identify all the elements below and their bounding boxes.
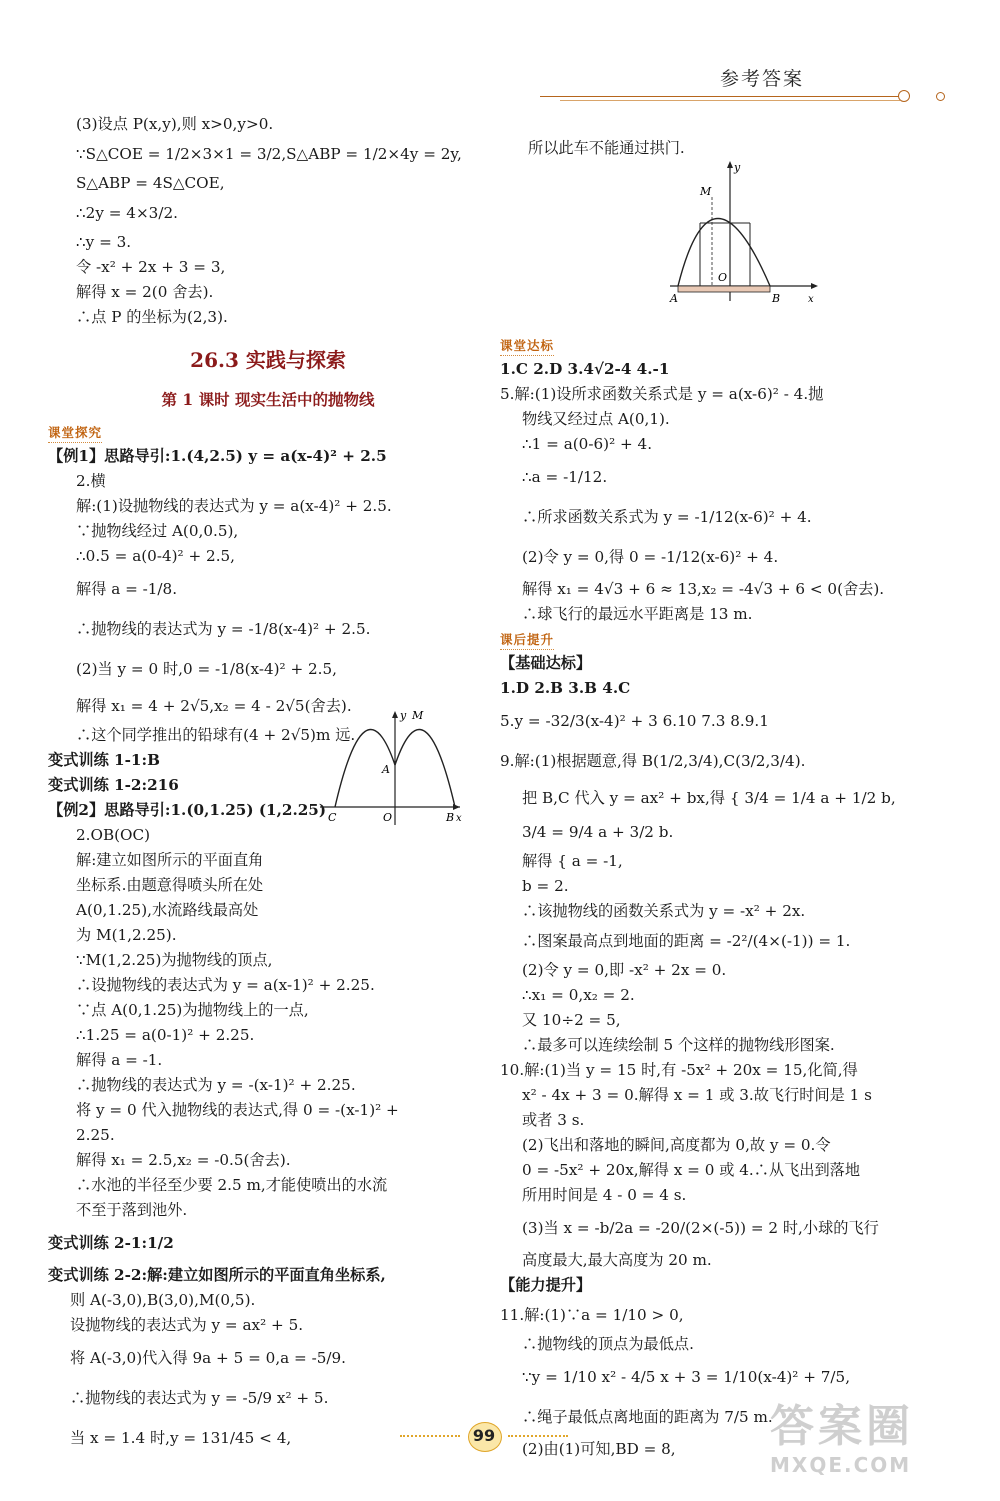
tag-classroom-goal: 课堂达标 xyxy=(500,337,554,356)
text-line: ∴0.5 = a(0-4)² + 2.5, xyxy=(76,547,236,565)
text-line: 把 B,C 代入 y = ax² + bx,得 { 3/4 = 1/4 a + 1/2 b, xyxy=(522,789,896,807)
text-line: 解得 a = -1/8. xyxy=(76,580,178,598)
fig1-label-b: B xyxy=(772,292,781,305)
fig2-label-m: M xyxy=(412,709,424,722)
text-line: (3)当 x = -b/2a = -20/(2×(-5)) = 2 时,小球的飞行 xyxy=(522,1219,879,1237)
fig2-label-c: C xyxy=(328,811,337,824)
text-line: ∴x₁ = 0,x₂ = 2. xyxy=(522,986,635,1004)
text-line: 为 M(1,2.25). xyxy=(76,926,177,944)
text-line: 将 A(-3,0)代入得 9a + 5 = 0,a = -5/9. xyxy=(70,1349,346,1367)
arch-figure-block xyxy=(500,161,952,333)
text-line: ∴水池的半径至少要 2.5 m,才能使喷出的水流 xyxy=(76,1176,388,1194)
fig2-label-y: y xyxy=(400,709,407,722)
text-line: ∴1.25 = a(0-1)² + 2.25. xyxy=(76,1026,255,1044)
text-line: 解:建立如图所示的平面直角 xyxy=(76,851,264,869)
text-line: (2)当 y = 0 时,0 = -1/8(x-4)² + 2.5, xyxy=(76,660,338,678)
text-line: ∴2y = 4×3/2. xyxy=(76,204,178,222)
text-line: ∴抛物线的表达式为 y = -1/8(x-4)² + 2.5. xyxy=(76,620,371,638)
text-line: 高度最大,最大高度为 20 m. xyxy=(522,1251,712,1269)
text-line: ∴最多可以连续绘制 5 个这样的抛物线形图案. xyxy=(522,1036,835,1054)
text-line: 2.OB(OC) xyxy=(76,826,151,844)
text-line: 当 x = 1.4 时,y = 131/45 < 4, xyxy=(70,1429,292,1447)
fig1-label-y: y xyxy=(734,161,741,174)
text-line: 【例1】思路导引:1.(4,2.5) y = a(x-4)² + 2.5 xyxy=(48,447,387,465)
text-line: 11.解:(1)∵a = 1/10 > 0, xyxy=(500,1306,684,1324)
text-line: (2)令 y = 0,得 0 = -1/12(x-6)² + 4. xyxy=(522,548,779,566)
text-line: 又 10÷2 = 5, xyxy=(522,1011,621,1029)
text-line: (2)令 y = 0,即 -x² + 2x = 0. xyxy=(522,961,727,979)
text-line: 坐标系.由题意得喷头所在处 xyxy=(76,876,264,894)
text-line: ∴这个同学推出的铅球有(4 + 2√5)m 远. xyxy=(76,726,356,744)
text-line: 2.25. xyxy=(76,1126,115,1144)
fig2-label-b: B xyxy=(446,811,455,824)
text-line: ∴球飞行的最远水平距离是 13 m. xyxy=(522,605,753,623)
text-line: 所以此车不能通过拱门. xyxy=(528,139,685,157)
text-line: 0 = -5x² + 20x,解得 x = 0 或 4.∴从飞出到落地 xyxy=(522,1161,861,1179)
text-line: ∴y = 3. xyxy=(76,233,132,251)
text-line: ∴抛物线的表达式为 y = -5/9 x² + 5. xyxy=(70,1389,329,1407)
text-line: 5.解:(1)设所求函数关系式是 y = a(x-6)² - 4.抛 xyxy=(500,385,824,403)
watermark-logo xyxy=(770,1402,970,1482)
text-line: (3)设点 P(x,y),则 x>0,y>0. xyxy=(76,115,274,133)
header-rule-thin xyxy=(560,100,900,101)
text-line: ∵抛物线经过 A(0,0.5), xyxy=(76,522,239,540)
tag-after-class: 课后提升 xyxy=(500,631,554,650)
text-line: 设抛物线的表达式为 y = ax² + 5. xyxy=(70,1316,304,1334)
text-line: 令 -x² + 2x + 3 = 3, xyxy=(76,258,226,276)
text-line: 解得 x₁ = 4√3 + 6 ≈ 13,x₂ = -4√3 + 6 < 0(舍去). xyxy=(522,580,885,598)
text-line: b = 2. xyxy=(522,877,569,895)
header-ornament-circle-small xyxy=(936,92,945,101)
section-title: 26.3 实践与探索 xyxy=(190,348,346,372)
text-line: ∴抛物线的表达式为 y = -(x-1)² + 2.25. xyxy=(76,1076,356,1094)
text-line: (2)飞出和落地的瞬间,高度都为 0,故 y = 0.令 xyxy=(522,1136,831,1154)
fig2-label-a: A xyxy=(382,763,390,776)
text-line: 解:(1)设抛物线的表达式为 y = a(x-4)² + 2.5. xyxy=(76,497,392,515)
text-line: 或者 3 s. xyxy=(522,1111,585,1129)
text-line: 5.y = -32/3(x-4)² + 3 6.10 7.3 8.9.1 xyxy=(500,712,769,730)
fig1-label-a: A xyxy=(670,292,678,305)
fig2-label-x: x xyxy=(456,813,462,824)
page-header-title: 参考答案 xyxy=(720,68,805,90)
text-line: 变式训练 2-2:解:建立如图所示的平面直角坐标系, xyxy=(48,1266,386,1284)
text-line: (2)由(1)可知,BD = 8, xyxy=(522,1440,676,1458)
text-line: x² - 4x + 3 = 0.解得 x = 1 或 3.故飞行时间是 1 s xyxy=(522,1086,872,1104)
text-line: ∵M(1,2.25)为抛物线的顶点, xyxy=(76,951,273,969)
text-line: 不至于落到池外. xyxy=(76,1201,188,1219)
text-line: 解得 x₁ = 4 + 2√5,x₂ = 4 - 2√5(舍去). xyxy=(76,697,352,715)
right-column xyxy=(500,112,952,1462)
arch-parabola-figure xyxy=(670,161,820,311)
text-line: A(0,1.25),水流路线最高处 xyxy=(76,901,259,919)
header-ornament-circle xyxy=(898,90,910,102)
fig1-label-o: O xyxy=(718,271,728,284)
text-line: 10.解:(1)当 y = 15 时,有 -5x² + 20x = 15,化简,得 xyxy=(500,1061,858,1079)
tag-classroom-explore: 课堂探究 xyxy=(48,424,102,443)
text-line: ∴图案最高点到地面的距离 = -2²/(4×(-1)) = 1. xyxy=(522,932,851,950)
text-line: 变式训练 2-1:1/2 xyxy=(48,1234,174,1252)
lesson-title: 第 1 课时 现实生活中的抛物线 xyxy=(161,390,375,409)
text-line: 变式训练 1-1:B xyxy=(48,751,160,769)
text-line: ∵S△COE = 1/2×3×1 = 3/2,S△ABP = 1/2×4y = 2y, xyxy=(76,145,462,163)
text-line: ∴抛物线的顶点为最低点. xyxy=(522,1335,694,1353)
text-line: ∴该抛物线的函数关系式为 y = -x² + 2x. xyxy=(522,902,806,920)
text-line: 1.D 2.B 3.B 4.C xyxy=(500,679,631,697)
text-line: 9.解:(1)根据题意,得 B(1/2,3/4),C(3/2,3/4). xyxy=(500,752,806,770)
text-line: 则 A(-3,0),B(3,0),M(0,5). xyxy=(70,1291,256,1309)
text-line: ∴1 = a(0-6)² + 4. xyxy=(522,435,653,453)
text-line: 解得 x = 2(0 舍去). xyxy=(76,283,214,301)
header-rule xyxy=(540,96,905,97)
text-line: 将 y = 0 代入抛物线的表达式,得 0 = -(x-1)² + xyxy=(76,1101,399,1119)
text-line: 2.横 xyxy=(76,472,106,490)
basic-section-title: 【基础达标】 xyxy=(500,654,592,672)
page-number: 99 xyxy=(462,1418,506,1454)
watermark-text: 答案圈 xyxy=(770,1401,914,1452)
text-line: ∴绳子最低点离地面的距离为 7/5 m. xyxy=(522,1408,773,1426)
text-line: 解得 { a = -1, xyxy=(522,852,623,870)
text-line: 所用时间是 4 - 0 = 4 s. xyxy=(522,1186,687,1204)
text-line: 物线又经过点 A(0,1). xyxy=(522,410,670,428)
text-line: 变式训练 1-2:216 xyxy=(48,776,179,794)
text-line: ∵点 A(0,1.25)为抛物线上的一点, xyxy=(76,1001,309,1019)
text-line: 3/4 = 9/4 a + 3/2 b. xyxy=(522,823,674,841)
text-line: ∴设抛物线的表达式为 y = a(x-1)² + 2.25. xyxy=(76,976,375,994)
fig2-label-o: O xyxy=(383,811,393,824)
text-line: ∵y = 1/10 x² - 4/5 x + 3 = 1/10(x-4)² + 7/5, xyxy=(522,1368,851,1386)
text-line: 【例2】思路导引:1.(0,1.25) (1,2.25) xyxy=(48,801,327,819)
text-line: ∴a = -1/12. xyxy=(522,468,608,486)
text-line: S△ABP = 4S△COE, xyxy=(76,174,225,192)
fig1-label-m: M xyxy=(700,185,712,198)
footer-dots-right xyxy=(508,1435,568,1437)
text-line: 解得 a = -1. xyxy=(76,1051,163,1069)
footer-dots-left xyxy=(400,1435,460,1437)
text-line: 1.C 2.D 3.4√2-4 4.-1 xyxy=(500,360,670,378)
fig1-label-x: x xyxy=(808,294,814,305)
text-line: ∴所求函数关系式为 y = -1/12(x-6)² + 4. xyxy=(522,508,812,526)
text-line: 解得 x₁ = 2.5,x₂ = -0.5(舍去). xyxy=(76,1151,291,1169)
fountain-parabola-figure xyxy=(280,707,460,827)
ability-section-title: 【能力提升】 xyxy=(500,1276,592,1294)
text-line: ∴点 P 的坐标为(2,3). xyxy=(76,308,228,326)
watermark-url: MXQE.COM xyxy=(770,1453,912,1477)
